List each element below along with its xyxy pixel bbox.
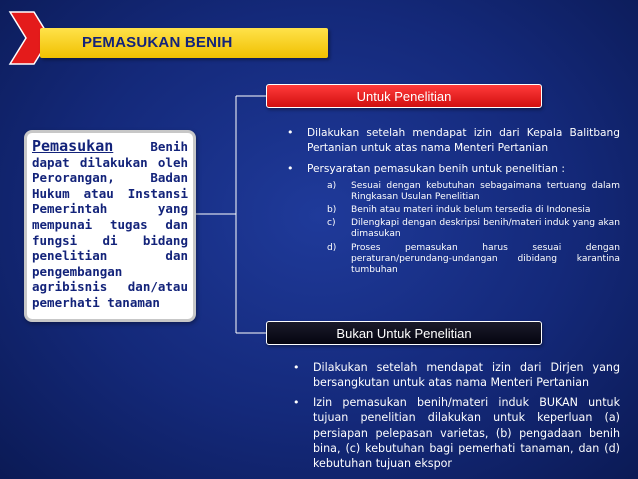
requirement-list [307,181,620,277]
requirement-text: Proses pemasukan harus sesuai dengan peraturan/perundang-undangan dibidang karantina tumbuhan [351,242,620,275]
requirement-text: Sesuai dengan kebutuhan sebagaimana tertuang dalam Ringkasan Usulan Penelitian [351,180,620,202]
list-item [293,360,620,391]
description-text: Benih dapat dilakukan oleh Perorangan, Badan Hukum atau Instansi Pemerintah yang mempunai tugas dan fungsi di bidang penelitian dan pengembangan agribisnis dan/atau pemerhati tanaman [32,139,188,310]
list-item [287,162,620,276]
requirement-letter: a) [327,180,337,191]
list-item [293,395,620,472]
research-header: Untuk Penelitian [266,84,542,108]
bullet-icon: • [293,361,300,374]
bullet-text: Dilakukan setelah mendapat izin dari Dirjen yang bersangkutan untuk atas nama Menteri Pertanian [313,361,620,390]
requirement-letter: b) [327,204,337,215]
importer-description-box [24,130,196,322]
requirement-letter: d) [327,242,337,253]
page-title: PEMASUKAN BENIH [82,34,233,51]
bullet-text: Persyaratan pemasukan benih untuk penelitian : [307,163,565,175]
research-bullet-list [287,126,620,283]
requirement-item [327,204,620,216]
bullet-text: Izin pemasukan benih/materi induk BUKAN untuk tujuan penelitian dilakukan untuk keperluan (a) persiapan pelepasan varietas, (b) pengadaan benih bina, (c) kebutuhan bagi pemerhati tanaman, dan (d) kebutuhan tujuan ekspor [313,395,620,471]
requirement-item [327,218,620,240]
requirement-letter: c) [327,218,336,229]
non-research-header: Bukan Untuk Penelitian [266,321,542,345]
bullet-icon: • [287,126,294,139]
list-item [287,126,620,155]
bullet-text: Dilakukan setelah mendapat izin dari Kepala Balitbang Pertanian untuk atas nama Menteri Pertanian [307,127,620,154]
requirement-item [327,180,620,203]
non-research-bullet-list [293,360,620,476]
requirement-text: Benih atau materi induk belum tersedia di Indonesia [351,204,591,215]
lead-word: Pemasukan [32,137,114,155]
bullet-icon: • [287,162,294,175]
requirement-text: Dilengkapi dengan deskripsi benih/materi induk yang akan dimasukan [351,218,620,240]
bullet-icon: • [293,395,300,409]
requirement-item [327,242,620,277]
